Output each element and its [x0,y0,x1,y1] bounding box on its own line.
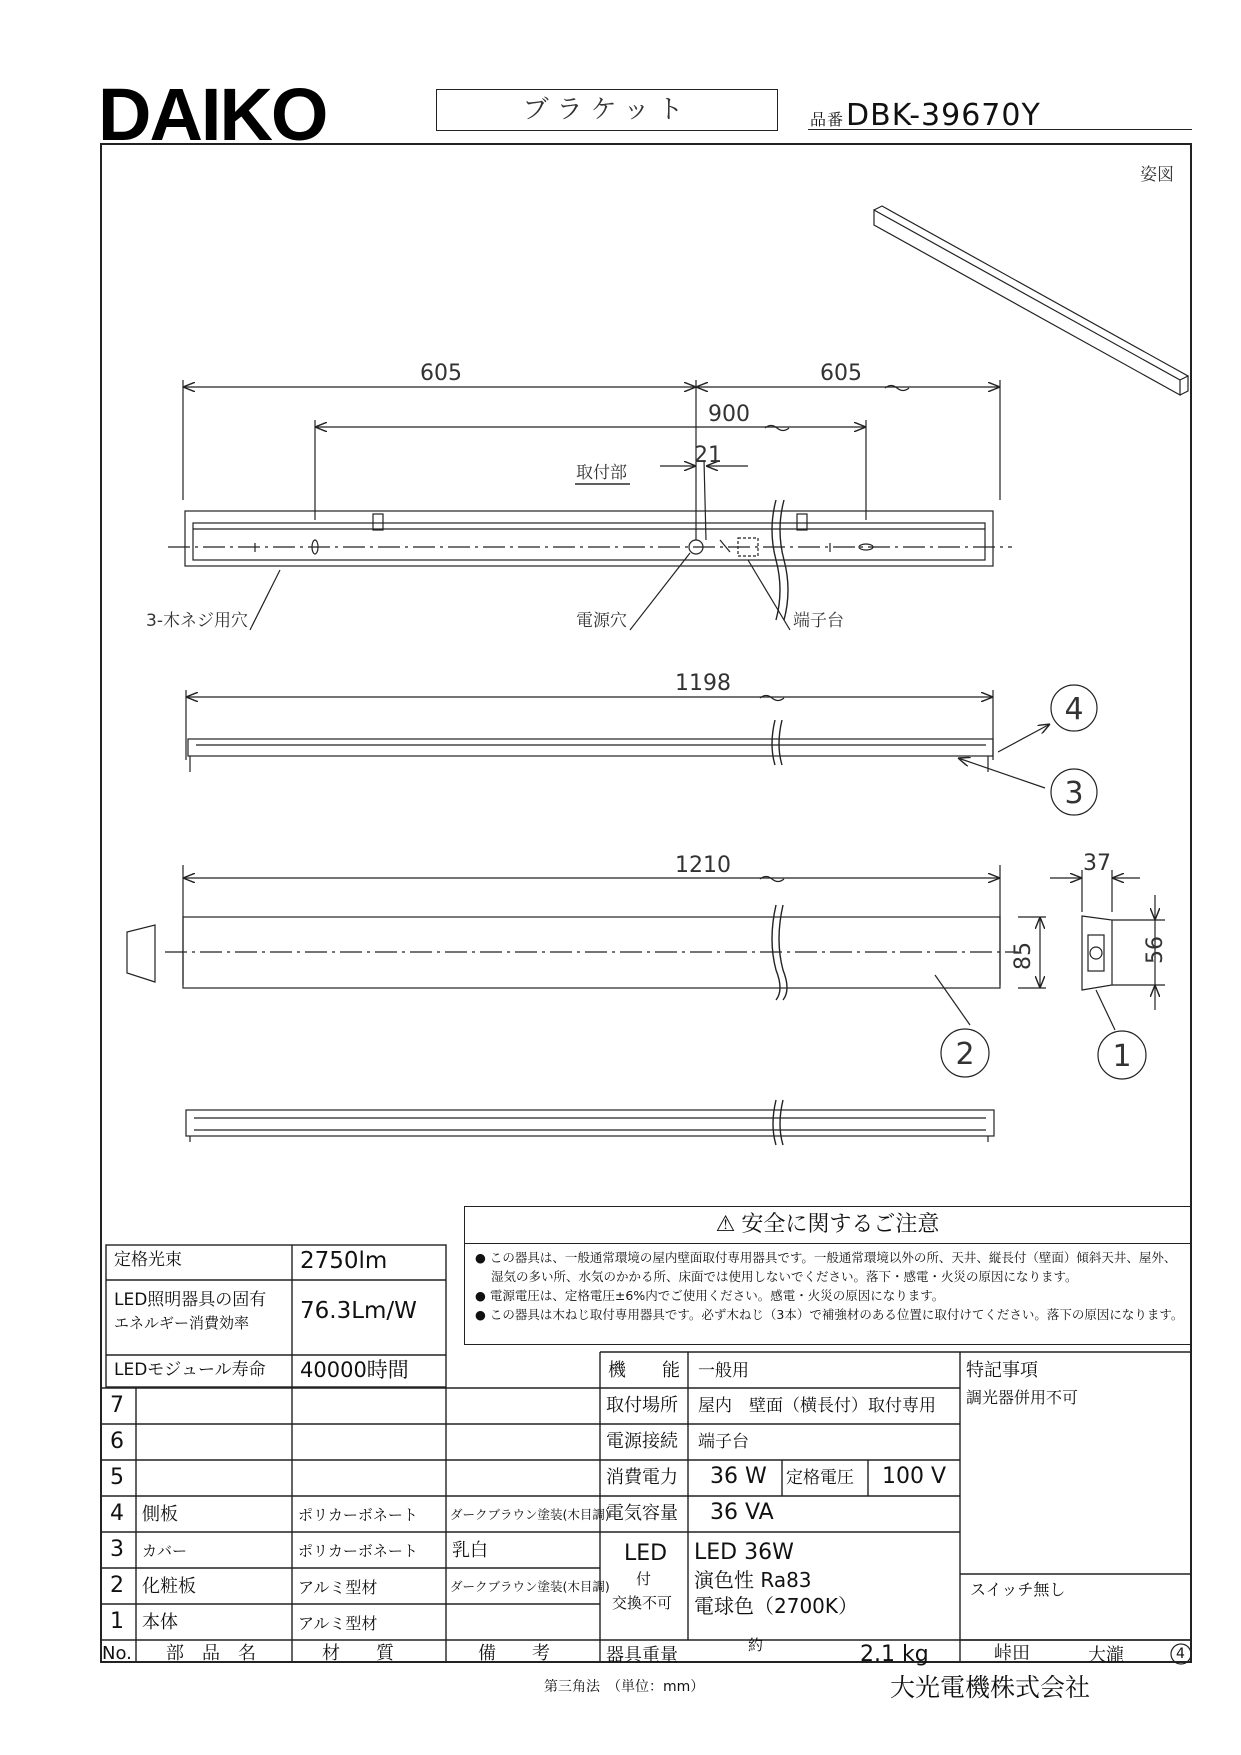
part-row-3-name: カバー [142,1542,188,1560]
signature-2: 大瀧 [1088,1645,1124,1666]
connection-label: 電源接続 [606,1431,678,1452]
dim-1198: 1198 [675,671,731,696]
capacity-value: 36 VA [710,1500,774,1525]
led-label-3: 交換不可 [612,1594,673,1612]
part-row-1-material: アルミ型材 [298,1614,378,1633]
dim-37: 37 [1083,851,1111,876]
notes-value: 調光器併用不可 [966,1388,1079,1407]
parts-header-note: 備 考 [478,1643,550,1664]
part-row-5-no: 5 [110,1465,124,1490]
label-mount: 取付部 [576,463,627,483]
dim-56: 56 [1143,936,1168,964]
spec-flux-value: 2750lm [300,1248,388,1274]
safety-line: 湿気の多い所、水気のかかる所、床面では使用しないでください。落下・感電・火災の原因になります。 [491,1269,1078,1284]
part-row-4-no: 4 [110,1501,124,1526]
callout-4: 4 [1064,692,1084,727]
dim-21: 21 [694,443,722,468]
capacity-label: 電気容量 [606,1503,678,1524]
spec-life-label: LEDモジュール寿命 [114,1360,266,1380]
dim-85: 85 [1011,942,1036,970]
spec-efficiency-value: 76.3Lm/W [300,1298,417,1324]
parts-header-no: No. [102,1643,132,1664]
company-name: 大光電機株式会社 [890,1673,1091,1702]
part-row-3-no: 3 [110,1537,124,1562]
weight-label: 器具重量 [606,1645,678,1666]
led-label-2: 付 [636,1570,652,1588]
led-value-1: LED 36W [694,1540,794,1565]
part-row-2-name: 化粧板 [142,1576,196,1597]
part-row-7-no: 7 [110,1393,124,1418]
callout-3: 3 [1064,776,1084,811]
voltage-value: 100 V [882,1464,947,1489]
part-row-6-no: 6 [110,1429,124,1454]
led-label-1: LED [624,1541,668,1566]
part-row-1-name: 本体 [142,1612,178,1633]
safety-line: ● この器具は木ねじ取付専用器具です。必ず木ねじ（3本）で補強材のある位置に取付けてください。落下の原因になります。 [475,1307,1184,1322]
part-row-1-no: 1 [110,1609,124,1634]
power-value: 36 W [710,1464,767,1489]
spec-efficiency-label-1: LED照明器具の固有 [114,1290,267,1310]
led-value-2: 演色性 Ra83 [694,1568,812,1592]
view-label: 姿図 [1140,165,1174,185]
parts-header-material: 材 質 [322,1643,394,1664]
part-row-3-note: 乳白 [452,1540,488,1561]
safety-title: ⚠ 安全に関するご注意 [465,1207,1190,1244]
part-row-2-note: ダークブラウン塗装(木目調) [450,1579,610,1594]
function-label: 機 能 [608,1360,680,1381]
part-row-2-no: 2 [110,1573,124,1598]
dim-1210: 1210 [675,853,731,878]
model-value: DBK-39670Y [846,98,1041,133]
part-row-3-material: ポリカーボネート [298,1542,418,1560]
label-power-hole: 電源穴 [576,611,627,631]
dim-605-left: 605 [420,361,462,386]
parts-header-name: 部 品 名 [166,1643,256,1664]
part-row-4-note: ダークブラウン塗装(木目調) [450,1507,610,1522]
function-value: 一般用 [698,1361,749,1381]
label-terminal: 端子台 [793,611,844,631]
part-row-4-material: ポリカーボネート [298,1506,418,1524]
label-screw-holes: 3-木ネジ用穴 [146,611,248,631]
voltage-label: 定格電圧 [786,1468,854,1488]
part-row-4-name: 側板 [142,1504,178,1525]
projection-note: 第三角法 （単位：mm） [544,1679,705,1695]
weight-value: 2.1 kg [860,1642,929,1667]
location-value: 屋内 壁面（横長付）取付専用 [698,1396,936,1416]
spec-flux-label: 定格光束 [114,1250,182,1270]
safety-line: ● この器具は、一般通常環境の屋内壁面取付専用器具です。一般通常環境以外の所、天井、縦長付（壁面）傾斜天井、屋外、 [475,1250,1177,1265]
safety-line: ● 電源電圧は、定格電圧±6%内でご使用ください。感電・火災の原因になります。 [475,1288,945,1303]
warning-icon: ⚠ [715,1212,736,1237]
spec-life-value: 40000時間 [300,1358,409,1382]
revision-number: 4 [1176,1646,1185,1662]
notes-title: 特記事項 [966,1360,1038,1381]
signature-1: 峠田 [994,1643,1030,1664]
switch-note: スイッチ無し [970,1580,1066,1599]
dim-605-right: 605 [820,361,862,386]
weight-approx: 約 [748,1636,764,1654]
brand-logo: DAIKO [98,73,327,156]
callout-2: 2 [955,1037,975,1072]
location-label: 取付場所 [606,1395,678,1416]
spec-efficiency-label-2: エネルギー消費効率 [114,1314,250,1332]
part-row-2-material: アルミ型材 [298,1578,378,1597]
callout-1: 1 [1112,1039,1132,1074]
power-label: 消費電力 [606,1467,678,1488]
connection-value: 端子台 [698,1432,749,1452]
model-prefix: 品番 [810,110,845,129]
led-value-3: 電球色（2700K） [694,1594,859,1618]
product-type: ブラケット [436,89,778,131]
dim-900: 900 [708,402,750,427]
